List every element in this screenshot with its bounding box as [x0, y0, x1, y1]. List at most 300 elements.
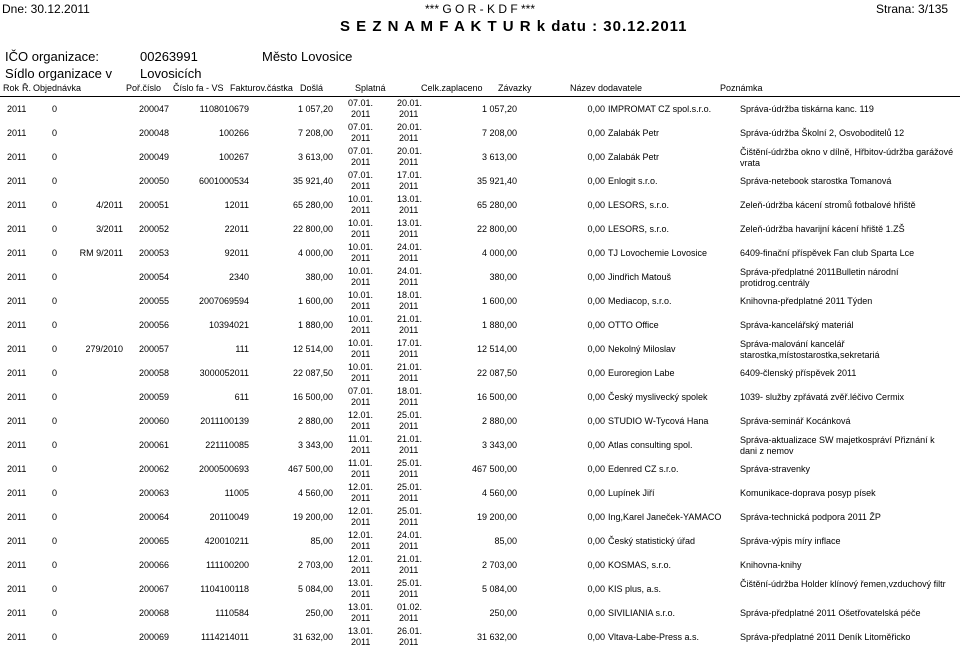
cell-invoiced-amount: 1 600,00 [297, 296, 333, 306]
cell-line: 0 [52, 320, 58, 330]
cell-invoiced-amount: 22 800,00 [292, 224, 333, 234]
cell-order: 4/2011 [96, 200, 123, 210]
seat-label: Sídlo organizace v [5, 66, 112, 81]
cell-received-date: 12.01. [348, 530, 374, 540]
cell-supplier: OTTO Office [608, 320, 659, 330]
cell-year: 2011 [7, 368, 27, 378]
cell-invoice-vs: 111 [235, 344, 249, 354]
cell-line: 0 [52, 128, 58, 138]
cell-invoiced-amount: 2 703,00 [297, 560, 333, 570]
cell-liabilities: 0,00 [587, 560, 605, 570]
cell-seq-number: 200049 [138, 152, 169, 162]
cell-supplier: Zalabák Petr [608, 128, 660, 138]
cell-seq-number: 200048 [138, 128, 169, 138]
cell-received-year: 2011 [351, 541, 371, 551]
cell-year: 2011 [7, 416, 27, 426]
cell-received-year: 2011 [351, 637, 371, 647]
cell-seq-number: 200061 [138, 440, 169, 450]
cell-invoiced-amount: 3 343,00 [297, 440, 333, 450]
cell-supplier: KOSMAS, s.r.o. [608, 560, 672, 570]
cell-invoice-vs: 2007069594 [198, 296, 249, 306]
column-header: Celk.zaplaceno [421, 83, 483, 93]
cell-total-paid: 1 057,20 [481, 104, 517, 114]
cell-due-date: 24.01. [397, 242, 423, 252]
cell-due-date: 25.01. [397, 458, 423, 468]
cell-liabilities: 0,00 [587, 272, 605, 282]
cell-total-paid: 19 200,00 [476, 512, 517, 522]
cell-due-year: 2011 [399, 181, 419, 191]
cell-due-date: 20.01. [397, 98, 423, 108]
cell-total-paid: 35 921,40 [476, 176, 517, 186]
cell-supplier: Lupínek Jiří [608, 488, 655, 498]
cell-invoice-vs: 12011 [224, 200, 249, 210]
cell-received-year: 2011 [351, 373, 371, 383]
cell-due-date: 25.01. [397, 410, 423, 420]
cell-received-date: 11.01. [348, 434, 373, 444]
cell-due-date: 17.01. [397, 170, 423, 180]
cell-line: 0 [52, 560, 58, 570]
cell-invoice-vs: 2011100139 [200, 416, 249, 426]
cell-invoiced-amount: 4 000,00 [297, 248, 333, 258]
cell-due-date: 13.01. [397, 218, 423, 228]
cell-seq-number: 200067 [138, 584, 169, 594]
cell-received-year: 2011 [351, 157, 371, 167]
cell-liabilities: 0,00 [587, 392, 605, 402]
cell-year: 2011 [7, 464, 27, 474]
cell-received-year: 2011 [351, 205, 371, 215]
cell-received-year: 2011 [351, 517, 371, 527]
cell-total-paid: 250,00 [489, 608, 517, 618]
cell-supplier: Vltava-Labe-Press a.s. [608, 632, 700, 642]
cell-invoice-vs: 611 [234, 392, 249, 402]
cell-due-date: 25.01. [397, 482, 423, 492]
cell-line: 0 [52, 224, 58, 234]
column-header: Poznámka [720, 83, 763, 93]
cell-supplier: LESORS, s.r.o. [608, 200, 670, 210]
cell-received-date: 07.01. [348, 98, 374, 108]
cell-year: 2011 [7, 608, 27, 618]
cell-liabilities: 0,00 [587, 584, 605, 594]
cell-due-date: 21.01. [397, 314, 423, 324]
cell-note: Čištění-údržba Holder klínový řemen,vzduchový filtr [740, 579, 946, 589]
cell-year: 2011 [7, 632, 27, 642]
organization-name: Město Lovosice [262, 49, 353, 64]
cell-total-paid: 3 343,00 [481, 440, 517, 450]
cell-line: 0 [52, 584, 58, 594]
cell-seq-number: 200047 [138, 104, 169, 114]
cell-due-date: 20.01. [397, 146, 423, 156]
cell-seq-number: 200060 [138, 416, 169, 426]
cell-received-year: 2011 [351, 133, 371, 143]
cell-liabilities: 0,00 [587, 512, 605, 522]
cell-liabilities: 0,00 [587, 104, 605, 114]
cell-invoiced-amount: 250,00 [305, 608, 333, 618]
cell-invoiced-amount: 65 280,00 [292, 200, 333, 210]
cell-note: Správa-technická podpora 2011 ŽP [740, 512, 881, 522]
cell-invoiced-amount: 12 514,00 [292, 344, 333, 354]
cell-order: RM 9/2011 [79, 248, 123, 258]
cell-invoiced-amount: 5 084,00 [297, 584, 333, 594]
cell-received-date: 07.01. [348, 122, 374, 132]
cell-liabilities: 0,00 [587, 344, 605, 354]
cell-supplier: IMPROMAT CZ spol.s.r.o. [608, 104, 712, 114]
cell-note: Správa-aktualizace SW majetkospráví Přiznání k dani z nemov [740, 435, 935, 456]
cell-line: 0 [52, 440, 58, 450]
cell-order: 3/2011 [96, 224, 123, 234]
cell-invoiced-amount: 22 087,50 [292, 368, 333, 378]
cell-due-date: 21.01. [397, 434, 423, 444]
cell-note: Správa-kancelářský materiál [740, 320, 854, 330]
cell-invoiced-amount: 19 200,00 [292, 512, 333, 522]
cell-total-paid: 7 208,00 [481, 128, 517, 138]
cell-total-paid: 16 500,00 [476, 392, 517, 402]
cell-liabilities: 0,00 [587, 296, 605, 306]
cell-line: 0 [52, 608, 58, 618]
cell-due-date: 17.01. [397, 338, 423, 348]
cell-year: 2011 [7, 584, 27, 594]
cell-invoiced-amount: 4 560,00 [297, 488, 333, 498]
cell-total-paid: 65 280,00 [476, 200, 517, 210]
cell-year: 2011 [7, 272, 27, 282]
cell-liabilities: 0,00 [587, 632, 605, 642]
cell-total-paid: 4 560,00 [481, 488, 517, 498]
column-header: Došlá [300, 83, 324, 93]
cell-total-paid: 22 087,50 [476, 368, 517, 378]
cell-supplier: Mediacop, s.r.o. [608, 296, 672, 306]
cell-year: 2011 [7, 440, 27, 450]
cell-seq-number: 200066 [138, 560, 169, 570]
cell-note: 6409-členský příspěvek 2011 [740, 368, 857, 378]
cell-year: 2011 [7, 200, 27, 210]
cell-supplier: LESORS, s.r.o. [608, 224, 670, 234]
cell-received-date: 10.01. [348, 314, 374, 324]
column-header: Název dodavatele [570, 83, 643, 93]
cell-invoiced-amount: 1 057,20 [297, 104, 333, 114]
cell-invoice-vs: 2000500693 [198, 464, 249, 474]
cell-received-date: 10.01. [348, 290, 374, 300]
cell-line: 0 [52, 152, 58, 162]
cell-liabilities: 0,00 [587, 536, 605, 546]
cell-line: 0 [52, 344, 58, 354]
cell-invoiced-amount: 35 921,40 [292, 176, 333, 186]
cell-received-year: 2011 [351, 493, 371, 503]
cell-invoice-vs: 1104100118 [200, 584, 249, 594]
cell-received-date: 12.01. [348, 506, 374, 516]
cell-note: Správa-malování kancelář starostka,místostarostka,sekretariá [740, 339, 880, 360]
cell-total-paid: 2 880,00 [481, 416, 517, 426]
cell-invoiced-amount: 3 613,00 [297, 152, 333, 162]
cell-invoice-vs: 3000052011 [199, 368, 249, 378]
cell-due-date: 25.01. [397, 578, 423, 588]
cell-received-date: 10.01. [348, 362, 374, 372]
cell-invoice-vs: 1108010679 [199, 104, 249, 114]
cell-received-year: 2011 [351, 469, 371, 479]
cell-invoiced-amount: 7 208,00 [297, 128, 333, 138]
cell-note: Komunikace-doprava posyp písek [740, 488, 876, 498]
cell-received-year: 2011 [351, 613, 371, 623]
cell-line: 0 [52, 296, 58, 306]
cell-liabilities: 0,00 [587, 608, 605, 618]
cell-note: Správa-seminář Kocánková [740, 416, 851, 426]
cell-line: 0 [52, 488, 58, 498]
cell-line: 0 [52, 512, 58, 522]
column-header: Poř.číslo [126, 83, 162, 93]
cell-due-year: 2011 [399, 277, 419, 287]
cell-year: 2011 [7, 128, 27, 138]
cell-seq-number: 200057 [138, 344, 169, 354]
cell-seq-number: 200064 [138, 512, 169, 522]
cell-seq-number: 200050 [138, 176, 169, 186]
cell-seq-number: 200062 [138, 464, 169, 474]
cell-total-paid: 1 880,00 [481, 320, 517, 330]
cell-note: Správa-předplatné 2011 Ošetřovatelská péče [740, 608, 921, 618]
cell-received-date: 10.01. [348, 194, 374, 204]
cell-year: 2011 [7, 320, 27, 330]
cell-line: 0 [52, 464, 58, 474]
cell-received-date: 12.01. [348, 482, 374, 492]
cell-due-year: 2011 [399, 541, 419, 551]
cell-invoice-vs: 6001000534 [198, 176, 249, 186]
cell-supplier: Jindřich Matouš [608, 272, 672, 282]
cell-invoice-vs: 1114214011 [200, 632, 249, 642]
cell-received-date: 10.01. [348, 266, 374, 276]
cell-total-paid: 4 000,00 [481, 248, 517, 258]
cell-invoice-vs: 1110584 [215, 608, 249, 618]
cell-invoice-vs: 100266 [218, 128, 249, 138]
cell-due-year: 2011 [399, 109, 419, 119]
cell-due-date: 24.01. [397, 266, 423, 276]
cell-due-year: 2011 [399, 517, 419, 527]
cell-invoice-vs: 221110085 [205, 440, 249, 450]
cell-total-paid: 22 800,00 [476, 224, 517, 234]
cell-invoiced-amount: 1 880,00 [297, 320, 333, 330]
cell-note: Zeleň-údržba kácení stromů fotbalové hřiště [740, 200, 916, 210]
cell-invoiced-amount: 85,00 [310, 536, 333, 546]
cell-due-date: 13.01. [397, 194, 423, 204]
cell-received-year: 2011 [351, 181, 371, 191]
cell-line: 0 [52, 632, 58, 642]
cell-due-year: 2011 [399, 349, 419, 359]
cell-seq-number: 200063 [138, 488, 169, 498]
cell-received-date: 12.01. [348, 410, 374, 420]
cell-year: 2011 [7, 536, 27, 546]
cell-note: Správa-údržba Školní 2, Osvoboditelů 12 [740, 128, 905, 138]
cell-supplier: Edenred CZ s.r.o. [608, 464, 679, 474]
cell-liabilities: 0,00 [587, 488, 605, 498]
cell-line: 0 [52, 176, 58, 186]
cell-due-year: 2011 [399, 469, 419, 479]
cell-line: 0 [52, 248, 58, 258]
cell-year: 2011 [7, 104, 27, 114]
cell-received-year: 2011 [351, 277, 371, 287]
cell-note: Správa-předplatné 2011Bulletin národní protidrog.centrály [740, 267, 899, 288]
cell-invoiced-amount: 467 500,00 [287, 464, 333, 474]
cell-received-date: 13.01. [348, 578, 374, 588]
cell-seq-number: 200055 [138, 296, 169, 306]
cell-note: Správa-výpis míry inflace [740, 536, 841, 546]
column-header: Splatná [355, 83, 386, 93]
cell-received-year: 2011 [351, 349, 371, 359]
cell-received-year: 2011 [351, 445, 371, 455]
cell-due-year: 2011 [399, 613, 419, 623]
column-header: Rok [3, 83, 20, 93]
cell-invoice-vs: 11005 [224, 488, 249, 498]
cell-line: 0 [52, 272, 58, 282]
cell-due-date: 18.01. [397, 290, 423, 300]
cell-note: Správa-údržba tiskárna kanc. 119 [740, 104, 874, 114]
cell-liabilities: 0,00 [587, 152, 605, 162]
cell-due-year: 2011 [399, 325, 419, 335]
cell-supplier: Enlogit s.r.o. [608, 176, 658, 186]
cell-note: Knihovna-knihy [740, 560, 802, 570]
cell-invoice-vs: 22011 [224, 224, 249, 234]
ico-value: 00263991 [140, 49, 198, 64]
column-header: Číslo fa - VS [173, 83, 224, 93]
cell-seq-number: 200053 [138, 248, 169, 258]
cell-year: 2011 [7, 488, 27, 498]
cell-year: 2011 [7, 560, 27, 570]
cell-due-year: 2011 [399, 157, 419, 167]
cell-seq-number: 200051 [138, 200, 169, 210]
cell-note: Knihovna-předplatné 2011 Týden [740, 296, 873, 306]
cell-year: 2011 [7, 224, 27, 234]
cell-due-date: 24.01. [397, 530, 423, 540]
cell-supplier: Zalabák Petr [608, 152, 660, 162]
ico-label: IČO organizace: [5, 49, 99, 64]
cell-received-date: 07.01. [348, 386, 374, 396]
cell-year: 2011 [7, 296, 27, 306]
cell-line: 0 [52, 392, 58, 402]
cell-line: 0 [52, 416, 58, 426]
cell-seq-number: 200065 [138, 536, 169, 546]
cell-liabilities: 0,00 [587, 320, 605, 330]
cell-due-year: 2011 [399, 589, 419, 599]
cell-note: Zeleň-údržba havarijní kácení hřiště 1.ZŠ [740, 224, 905, 234]
cell-due-date: 01.02. [397, 602, 423, 612]
cell-line: 0 [52, 368, 58, 378]
cell-received-date: 13.01. [348, 626, 374, 636]
cell-invoiced-amount: 31 632,00 [292, 632, 333, 642]
print-date: Dne: 30.12.2011 [2, 2, 90, 16]
cell-liabilities: 0,00 [587, 368, 605, 378]
cell-invoice-vs: 20110049 [209, 512, 249, 522]
cell-liabilities: 0,00 [587, 200, 605, 210]
cell-note: Správa-stravenky [740, 464, 811, 474]
cell-total-paid: 2 703,00 [481, 560, 517, 570]
cell-supplier: STUDIO W-Tycová Hana [608, 416, 709, 426]
cell-due-date: 18.01. [397, 386, 423, 396]
cell-received-year: 2011 [351, 325, 371, 335]
cell-total-paid: 380,00 [489, 272, 517, 282]
cell-received-year: 2011 [351, 565, 371, 575]
cell-seq-number: 200058 [138, 368, 169, 378]
cell-total-paid: 1 600,00 [481, 296, 517, 306]
cell-total-paid: 12 514,00 [476, 344, 517, 354]
cell-line: 0 [52, 200, 58, 210]
cell-liabilities: 0,00 [587, 224, 605, 234]
column-header: Závazky [498, 83, 532, 93]
cell-order: 279/2010 [85, 344, 123, 354]
cell-received-year: 2011 [351, 589, 371, 599]
cell-received-year: 2011 [351, 109, 371, 119]
page-title: S E Z N A M F A K T U R k datu : 30.12.2011 [340, 18, 688, 35]
cell-invoice-vs: 420010211 [204, 536, 249, 546]
cell-due-year: 2011 [399, 253, 419, 263]
cell-received-year: 2011 [351, 229, 371, 239]
cell-received-year: 2011 [351, 301, 371, 311]
seat-value: Lovosicích [140, 66, 202, 81]
cell-liabilities: 0,00 [587, 176, 605, 186]
cell-year: 2011 [7, 152, 27, 162]
report-code: *** G O R - K D F *** [425, 2, 536, 16]
column-header: Fakturov.částka [230, 83, 293, 93]
cell-due-year: 2011 [399, 373, 419, 383]
cell-invoiced-amount: 16 500,00 [292, 392, 333, 402]
cell-invoiced-amount: 380,00 [305, 272, 333, 282]
cell-received-date: 07.01. [348, 146, 374, 156]
cell-note: 6409-finační příspěvek Fan club Sparta Lce [740, 248, 915, 258]
cell-seq-number: 200056 [138, 320, 169, 330]
cell-note: Správa-netebook starostka Tomanová [740, 176, 892, 186]
cell-year: 2011 [7, 248, 27, 258]
cell-due-date: 20.01. [397, 122, 423, 132]
cell-total-paid: 5 084,00 [481, 584, 517, 594]
cell-note: Čištění-údržba okno v dílně, Hřbitov-údržba garážové vrata [740, 147, 954, 168]
cell-liabilities: 0,00 [587, 128, 605, 138]
column-header: Ř. [22, 83, 31, 93]
cell-received-year: 2011 [351, 397, 371, 407]
cell-total-paid: 85,00 [494, 536, 517, 546]
cell-received-date: 10.01. [348, 338, 374, 348]
cell-supplier: Ing,Karel Janeček-YAMACO [608, 512, 722, 522]
cell-seq-number: 200052 [138, 224, 169, 234]
column-header: Objednávka [33, 83, 82, 93]
cell-received-year: 2011 [351, 253, 371, 263]
cell-due-date: 26.01. [397, 626, 423, 636]
cell-supplier: KIS plus, a.s. [608, 584, 662, 594]
cell-supplier: SIVILIANIA s.r.o. [608, 608, 676, 618]
cell-due-year: 2011 [399, 397, 419, 407]
cell-seq-number: 200059 [138, 392, 169, 402]
cell-due-date: 21.01. [397, 554, 423, 564]
cell-due-date: 25.01. [397, 506, 423, 516]
cell-invoice-vs: 10394021 [208, 320, 249, 330]
cell-received-date: 11.01. [348, 458, 373, 468]
cell-liabilities: 0,00 [587, 248, 605, 258]
cell-year: 2011 [7, 392, 27, 402]
cell-supplier: Atlas consulting spol. [608, 440, 693, 450]
cell-seq-number: 200054 [138, 272, 169, 282]
cell-supplier: Český myslivecký spolek [608, 392, 708, 402]
cell-received-date: 13.01. [348, 602, 374, 612]
cell-line: 0 [52, 536, 58, 546]
cell-seq-number: 200068 [138, 608, 169, 618]
cell-total-paid: 3 613,00 [481, 152, 517, 162]
cell-due-year: 2011 [399, 637, 419, 647]
cell-liabilities: 0,00 [587, 464, 605, 474]
cell-invoice-vs: 100267 [218, 152, 249, 162]
cell-liabilities: 0,00 [587, 416, 605, 426]
cell-supplier: Nekolný Miloslav [608, 344, 676, 354]
cell-total-paid: 31 632,00 [476, 632, 517, 642]
cell-supplier: Euroregion Labe [608, 368, 675, 378]
cell-total-paid: 467 500,00 [471, 464, 517, 474]
cell-invoiced-amount: 2 880,00 [297, 416, 333, 426]
cell-due-year: 2011 [399, 205, 419, 215]
cell-invoice-vs: 2340 [228, 272, 249, 282]
cell-year: 2011 [7, 176, 27, 186]
cell-year: 2011 [7, 344, 27, 354]
